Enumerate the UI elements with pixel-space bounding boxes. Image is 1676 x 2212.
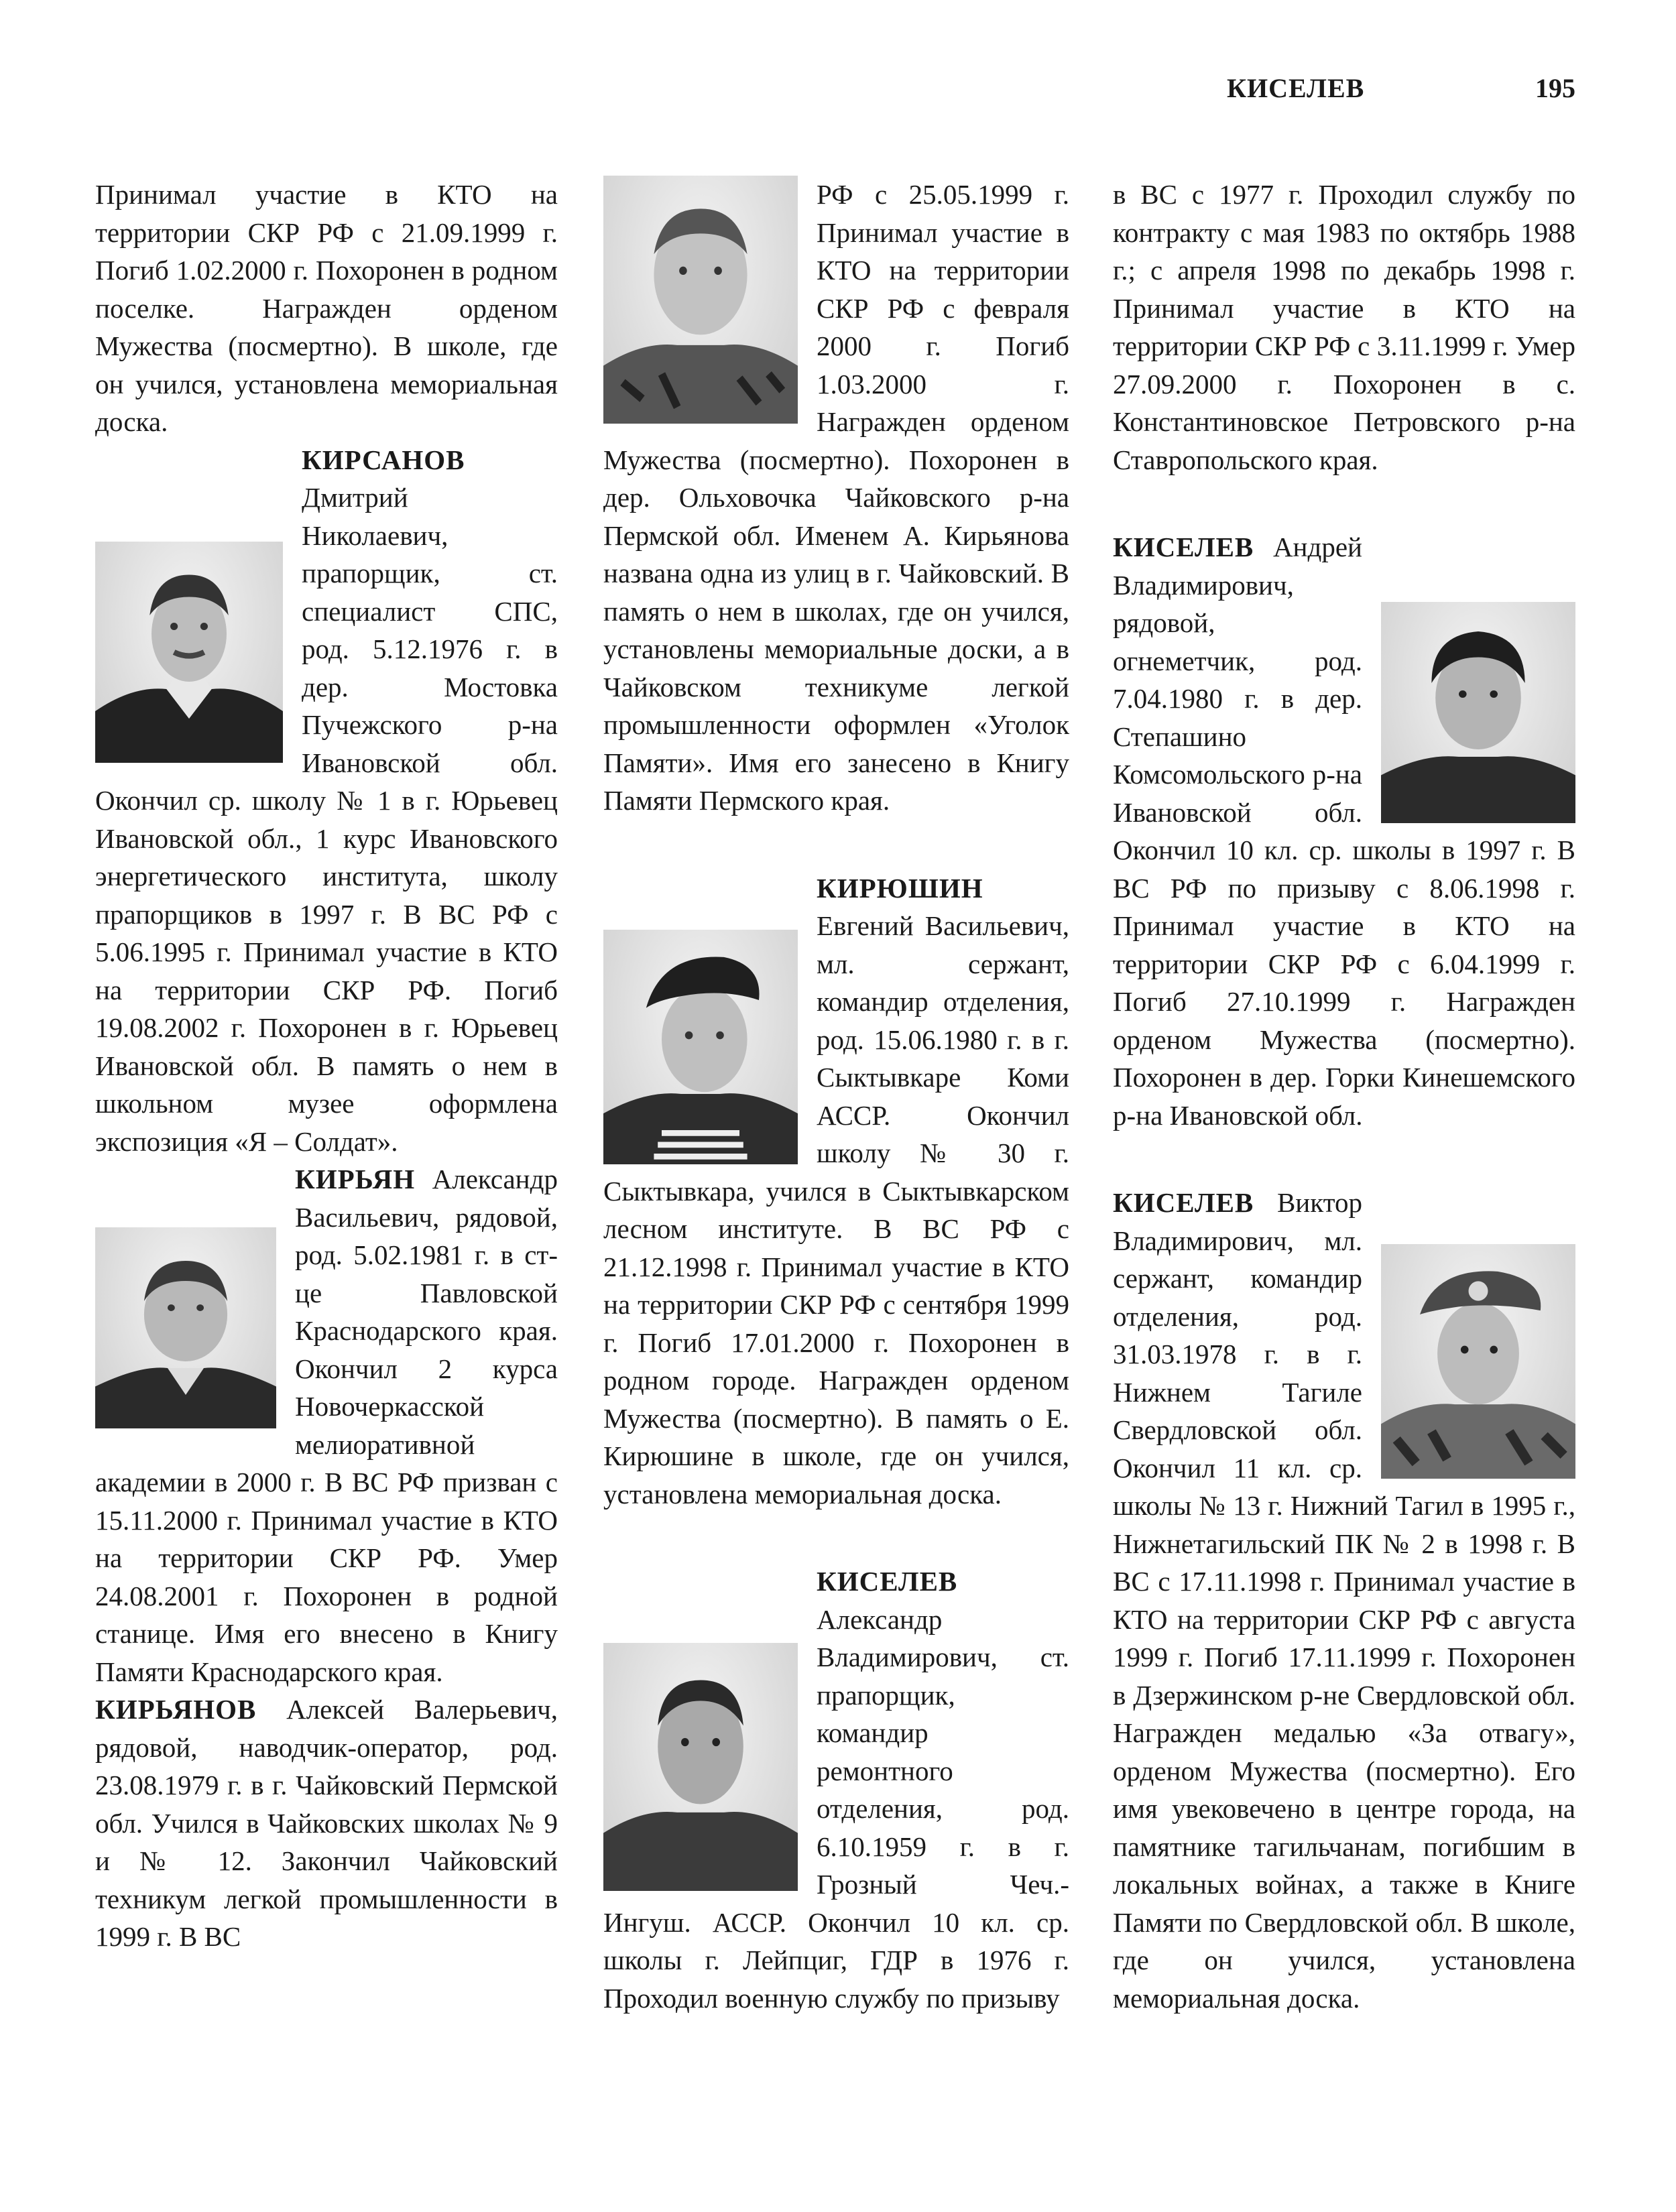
portrait-photo: [95, 1227, 276, 1428]
entry-surname: КИСЕЛЕВ: [1113, 1187, 1254, 1218]
running-head: КИСЕЛЕВ: [1227, 73, 1365, 103]
column-1: [95, 176, 558, 1956]
portrait-photo: [1381, 602, 1575, 823]
portrait-photo: [603, 930, 798, 1164]
page-number: 195: [1535, 73, 1575, 103]
portrait-photo: [603, 1643, 798, 1891]
entry-continuation: Принимал участие в КТО на территории СКР РФ с 21.09.1999 г. Погиб 1.02.2000 г. Похоронен в родном поселке. Награжден орденом Мужества (посмертно). В школе, где он учился, установлена мемориальная доска.: [95, 179, 558, 437]
entry-text: Александр Васильевич, рядовой, род. 5.02.1981 г. в ст-це Павловской Краснодарского края. Окончил 2 курса Новочеркасской мелиоративной академии в 2000 г. В ВС РФ призван с 15.11.2000 г. Принимал участие в КТО на территории СКР РФ. Умер 24.08.2001 г. Похоронен в родной станице. Имя его внесено в Книгу Памяти Краснодарского края.: [95, 1164, 558, 1687]
entry-surname: КИРСАНОВ: [302, 444, 465, 475]
entry-kirsanov: [95, 441, 558, 1161]
column-3: [1113, 176, 1575, 2017]
entry-text: Андрей Владимирович, рядовой, огнеметчик, род. 7.04.1980 г. в дер. Степашино Комсомольского р-на Ивановской обл. Окончил 10 кл. ср. школы в 1997 г. В ВС РФ по призыву с 8.06.1998 г. Принимал участие в КТО на территории СКР РФ с 6.04.1999 г. Погиб 27.10.1999 г. Награжден орденом Мужества (посмертно). Похоронен в дер. Горки Кинешемского р-на Ивановской обл.: [1113, 532, 1575, 1131]
entry-text: Алексей Валерьевич, рядовой, наводчик-оператор, род. 23.08.1979 г. в г. Чайковский Пермской обл. Учился в Чайковских школах № 9 и № 12. Закончил Чайковский техникум легкой промышленности в 1999 г. В ВС: [95, 1694, 558, 1952]
entry-text: Евгений Васильевич, мл. сержант, командир отделения, род. 15.06.1980 г. в г. Сыктывкаре Коми АССР. Окончил школу № 30 г. Сыктывкара, учился в Сыктывкарском лесном институте. В ВС РФ с 21.12.1998 г. Принимал участие в КТО на территории СКР РФ с сентября 1999 г. Погиб 17.01.2000 г. Похоронен в родном городе. Награжден орденом Мужества (посмертно). В память о Е. Кирюшине в школе, где он учился, установлена мемориальная доска.: [603, 910, 1069, 1510]
entry-continuation: в ВС с 1977 г. Проходил службу по контракту с мая 1983 по октябрь 1988 г.; с апреля 1998 по декабрь 1998 г. Принимал участие в КТО на территории СКР РФ с 3.11.1999 г. Умер 27.09.2000 г. Похоронен в с. Константиновское Петровского р-на Ставропольского края.: [1113, 179, 1575, 475]
entry-kiryanov: [95, 1691, 558, 1956]
portrait-photo: [603, 176, 798, 424]
entry-text: Александр Владимирович, ст. прапорщик, командир ремонтного отделения, род. 6.10.1959 г. в г. Грозный Чеч.-Ингуш. АССР. Окончил 10 кл. ср. школы г. Лейпциг, ГДР в 1976 г. Проходил военную службу по призыву: [603, 1603, 1069, 2014]
portrait-photo: [95, 542, 283, 763]
entry-kiselev-aleksandr: [603, 1562, 1069, 2017]
entry-kiselev-viktor: [1113, 1184, 1575, 2017]
entry-surname: КИСЕЛЕВ: [1113, 532, 1254, 562]
entry-text: Виктор Владимирович, мл. сержант, командир отделения, род. 31.03.1978 г. в г. Нижнем Тагиле Свердловской обл. Окончил 11 кл. ср. школы № 13 г. Нижний Тагил в 1995 г., Нижнетагильский ПК № 2 в 1998 г. В ВС с 17.11.1998 г. Принимал участие в КТО на территории СКР РФ с августа 1999 г. Погиб 17.11.1999 г. Похоронен в Дзержинском р-не Свердловской обл. Награжден медалью «За отвагу», орденом Мужества (посмертно). Его имя увековечено в центре города, на памятнике тагильчанам, погибшим в локальных войнах, а также в Книге Памяти по Свердловской обл. В школе, где он учился, установлена мемориальная доска.: [1113, 1187, 1575, 2014]
entry-continuation: [603, 176, 1069, 820]
entry-surname: КИРЬЯН: [295, 1164, 416, 1194]
entry-text: РФ с 25.05.1999 г. Принимал участие в КТО на территории СКР РФ с февраля 2000 г. Погиб 1.03.2000 г. Награжден орденом Мужества (посмертно). Похоронен в дер. Ольховочка Чайковского р-на Пермской обл. Именем А. Кирьянова названа одна из улиц в г. Чайковский. В память о нем в школах, где он учился, установлены мемориальные доски, а в Чайковском техникуме легкой промышленности оформлен «Уголок Памяти». Имя его занесено в Книгу Памяти Пермского края.: [603, 179, 1069, 816]
entry-surname: КИРЮШИН: [817, 872, 983, 904]
entry-kiryushin: [603, 869, 1069, 1514]
entry-surname: КИРЬЯНОВ: [95, 1694, 257, 1725]
entry-text: Дмитрий Николаевич, прапорщик, ст. специалист СПС, род. 5.12.1976 г. в дер. Мостовка Пучежского р-на Ивановской обл. Окончил ср. школу № 1 в г. Юрьевец Ивановской обл., 1 курс Ивановского энергетического института, школу прапорщиков в 1997 г. В ВС РФ с 5.06.1995 г. Принимал участие в КТО на территории СКР РФ. Погиб 19.08.2002 г. Похоронен в г. Юрьевец Ивановской обл. В память о нем в школьном музее оформлена экспозиция «Я – Солдат».: [95, 482, 558, 1157]
entry-kiselev-andrey: [1113, 528, 1575, 1134]
portrait-photo: [1381, 1244, 1575, 1479]
column-2: [603, 176, 1069, 2017]
entry-surname: КИСЕЛЕВ: [817, 1566, 958, 1597]
entry-kiryan: [95, 1160, 558, 1691]
